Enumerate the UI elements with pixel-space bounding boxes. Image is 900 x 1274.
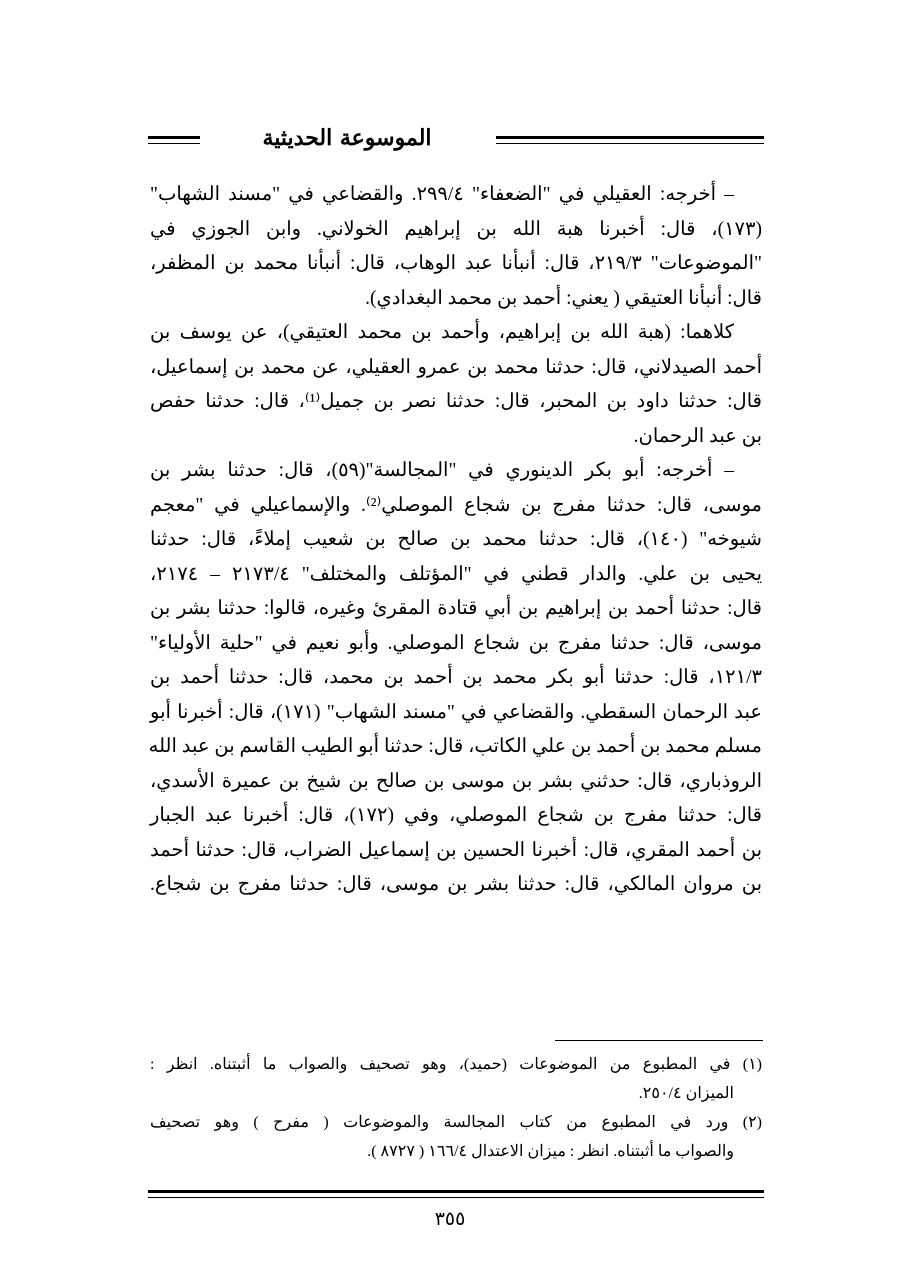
text-line: بن عبد الرحمان. [633, 425, 762, 447]
text-line: يحيى بن علي. والدار قطني في "المؤتلف والمختلف" ٢١٧٣/٤ – ٢١٧٤، [150, 563, 763, 585]
text-line: "الموضوعات" ٢١٩/٣، قال: أنبأنا عبد الوهاب، قال: أنبأنا محمد بن المظفر، [150, 253, 762, 274]
main-text [150, 178, 762, 903]
text-line: – أخرجه: العقيلي في "الضعفاء" ٢٩٩/٤. والقضاعي في "مسند الشهاب" [150, 184, 734, 205]
text-line: عبد الرحمان السقطي. والقضاعي في "مسند الشهاب" (١٧١)، قال: أخبرنا أبو [150, 701, 762, 723]
footnote-line: والصواب ما أثبتناه. انظر : ميزان الاعتدال ١٦٦/٤ ( ٨٧٢٧ ). [367, 1143, 734, 1160]
text-line: مسلم محمد بن أحمد بن علي الكاتب، قال: حدثنا أبو الطيب القاسم بن عبد الله [148, 736, 762, 757]
text-line: قال: حدثنا أحمد بن إبراهيم بن أبي قتادة المقرئ وغيره، قالوا: حدثنا بشر بن [150, 598, 762, 619]
text-line: قال: حدثنا داود بن المحبر، قال: حدثنا نصر بن جميل⁽¹⁾، قال: حدثنا حفص [150, 391, 762, 412]
page-number: ٣٥٥ [434, 1208, 466, 1230]
text-line: أحمد الصيدلاني، قال: حدثنا محمد بن عمرو العقيلي، عن محمد بن إسماعيل، [150, 356, 762, 378]
text-line: بن مروان المالكي، قال: حدثنا بشر بن موسى، قال: حدثنا مفرج بن شجاع. [150, 874, 762, 895]
footnotes [150, 1050, 762, 1166]
header-title: الموسوعة الحديثية [262, 125, 432, 151]
text-line: موسى، قال: حدثنا مفرج بن شجاع الموصلي⁽²⁾. والإسماعيلي في "معجم [150, 494, 762, 516]
footnote-line: الميزان ٢٥٠/٤. [638, 1085, 734, 1102]
text-line: قال: أنبأنا العتيقي ( يعني: أحمد بن محمد البغدادي). [365, 287, 762, 309]
text-line: قال: حدثنا مفرج بن شجاع الموصلي، وفي (١٧٢)، قال: أخبرنا عبد الجبار [150, 805, 762, 826]
text-line: شيوخه" (١٤٠)، قال: حدثنا محمد بن صالح بن شعيب إملاءً، قال: حدثنا [150, 529, 763, 550]
footer-rule [148, 1190, 764, 1198]
text-line: الروذباري، قال: حدثني بشر بن موسى بن صالح بن شيخ بن عميرة الأسدي، [150, 770, 762, 792]
running-header [148, 120, 764, 160]
footnote-line: (١) في المطبوع من الموضوعات (حميد)، وهو تصحيف والصواب ما أثبتناه. انظر : [150, 1056, 762, 1073]
header-rule-right [496, 136, 764, 144]
text-line: كلاهما: (هبة الله بن إبراهيم، وأحمد بن محمد العتيقي)، عن يوسف بن [150, 322, 734, 343]
text-line: (١٧٣)، قال: أخبرنا هبة الله بن إبراهيم الخولاني. وابن الجوزي في [150, 218, 762, 240]
text-line: ١٢١/٣، قال: حدثنا أبو بكر محمد بن أحمد بن محمد، قال: حدثنا أحمد بن [150, 667, 762, 688]
footnote-separator [555, 1040, 763, 1041]
header-rule-left [148, 136, 200, 144]
text-line: بن أحمد المقري، قال: أخبرنا الحسين بن إسماعيل الضراب، قال: حدثنا أحمد [150, 839, 762, 861]
text-line: – أخرجه: أبو بكر الدينوري في "المجالسة"(٥٩)، قال: حدثنا بشر بن [150, 460, 734, 481]
text-line: موسى، قال: حدثنا مفرج بن شجاع الموصلي. وأبو نعيم في "حلية الأولياء" [150, 632, 762, 654]
footnote-line: (٢) ورد في المطبوع من كتاب المجالسة والموضوعات ( مفرح ) وهو تصحيف [150, 1114, 762, 1131]
